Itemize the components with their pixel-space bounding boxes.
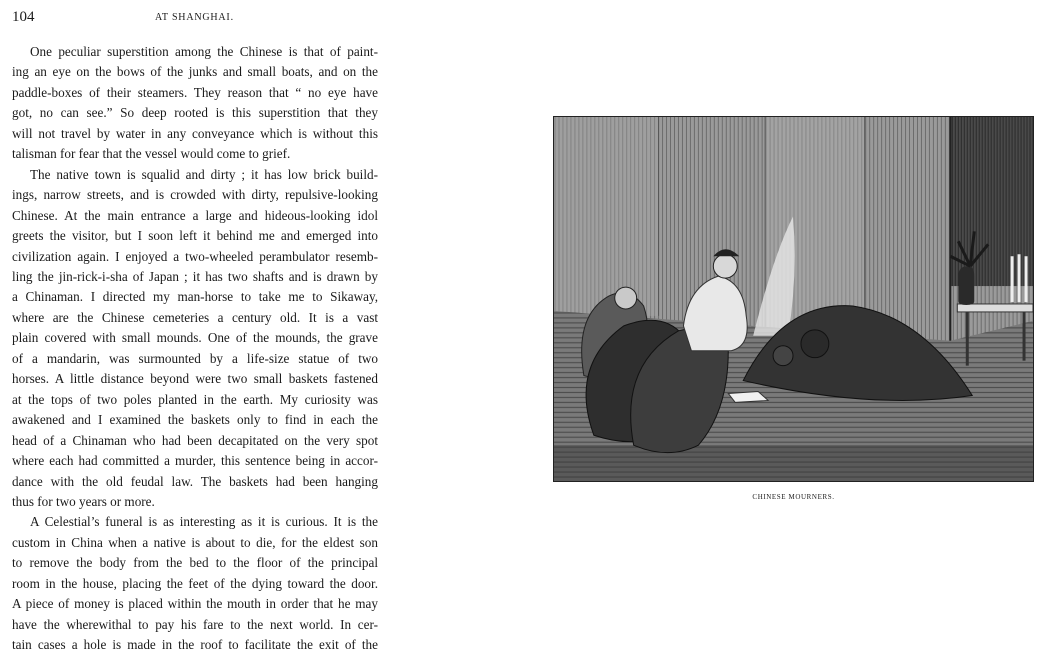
- doorway: [950, 117, 1033, 286]
- paragraph: [12, 165, 378, 513]
- text-line: Chinese. At the main entrance a large and hideous-looking idol: [12, 207, 378, 223]
- illustration-caption: CHINESE MOURNERS.: [752, 493, 835, 501]
- text-line: head of a Chinaman who had been decapitated on the very spot: [12, 432, 378, 448]
- text-line: plain covered with small mounds. One of the mounds, the grave: [12, 330, 378, 346]
- text-line: The native town is squalid and dirty ; it has low brick build-: [30, 166, 378, 182]
- text-line: where are the Chinese cemeteries a century old. It is a vast: [12, 309, 378, 325]
- body-text: [12, 42, 378, 656]
- text-line: paddle-boxes of their steamers. They reason that “ no eye have: [12, 84, 378, 100]
- paragraph: [12, 42, 378, 165]
- text-line: at the tops of two poles planted in the earth. My curiosity was: [12, 391, 378, 407]
- text-line: civilization again. I enjoyed a two-wheeled perambulator resemb-: [12, 248, 378, 264]
- text-line: where each had committed a murder, this sentence being in accor-: [12, 453, 378, 469]
- text-line: custom in China when a native is about to die, for the eldest son: [12, 534, 378, 550]
- text-line: horses. A little distance beyond were two small baskets fastened: [12, 371, 378, 387]
- text-line: will not travel by water in any conveyance which is without this: [12, 125, 378, 141]
- text-line: tain cases a hole is made in the roof to facilitate the exit of the: [12, 637, 378, 653]
- text-line: ing an eye on the bows of the junks and small boats, and on the: [12, 64, 378, 80]
- engraving-illustration: [553, 116, 1034, 482]
- text-line: ings, narrow streets, and is crowded with dirty, repulsive-looking: [12, 187, 378, 203]
- side-table: [957, 304, 1033, 312]
- text-line: awakened and I examined the baskets only to find in each the: [12, 412, 378, 428]
- vase: [958, 266, 974, 305]
- text-line: ling the jin-rick-i-sha of Japan ; it has two shafts and is drawn by: [12, 268, 378, 284]
- text-line: One peculiar superstition among the Chinese is that of paint-: [30, 44, 378, 59]
- paragraph: [12, 512, 378, 655]
- text-line: talisman for fear that the vessel would come to grief.: [12, 146, 291, 162]
- text-line: thus for two years or more.: [12, 493, 155, 509]
- text-line: a Chinaman. I directed my man-horse to take me to Sikaway,: [12, 289, 378, 305]
- text-line: room in the house, placing the feet of the dying toward the door.: [12, 575, 378, 591]
- text-line: A Celestial’s funeral is as interesting as it is curious. It is the: [30, 514, 378, 530]
- text-line: to remove the body from the bed to the floor of the principal: [12, 555, 378, 571]
- text-line: got, no can see.” So deep rooted is this superstition that they: [12, 105, 378, 121]
- text-line: have the wherewithal to pay his fare to the next world. In cer-: [12, 616, 378, 632]
- text-line: dance with the old feudal law. The baskets had been hanging: [12, 473, 378, 489]
- mourners-engraving: [554, 117, 1033, 481]
- running-head: AT SHANGHAI.: [155, 12, 234, 23]
- text-line: greets the visitor, but I soon left it behind me and emerged into: [12, 228, 378, 244]
- page-number: 104: [12, 9, 35, 25]
- text-line: of a mandarin, was surmounted by a life-size statue of two: [12, 350, 378, 366]
- text-line: A piece of money is placed within the mouth in order that he may: [12, 596, 378, 612]
